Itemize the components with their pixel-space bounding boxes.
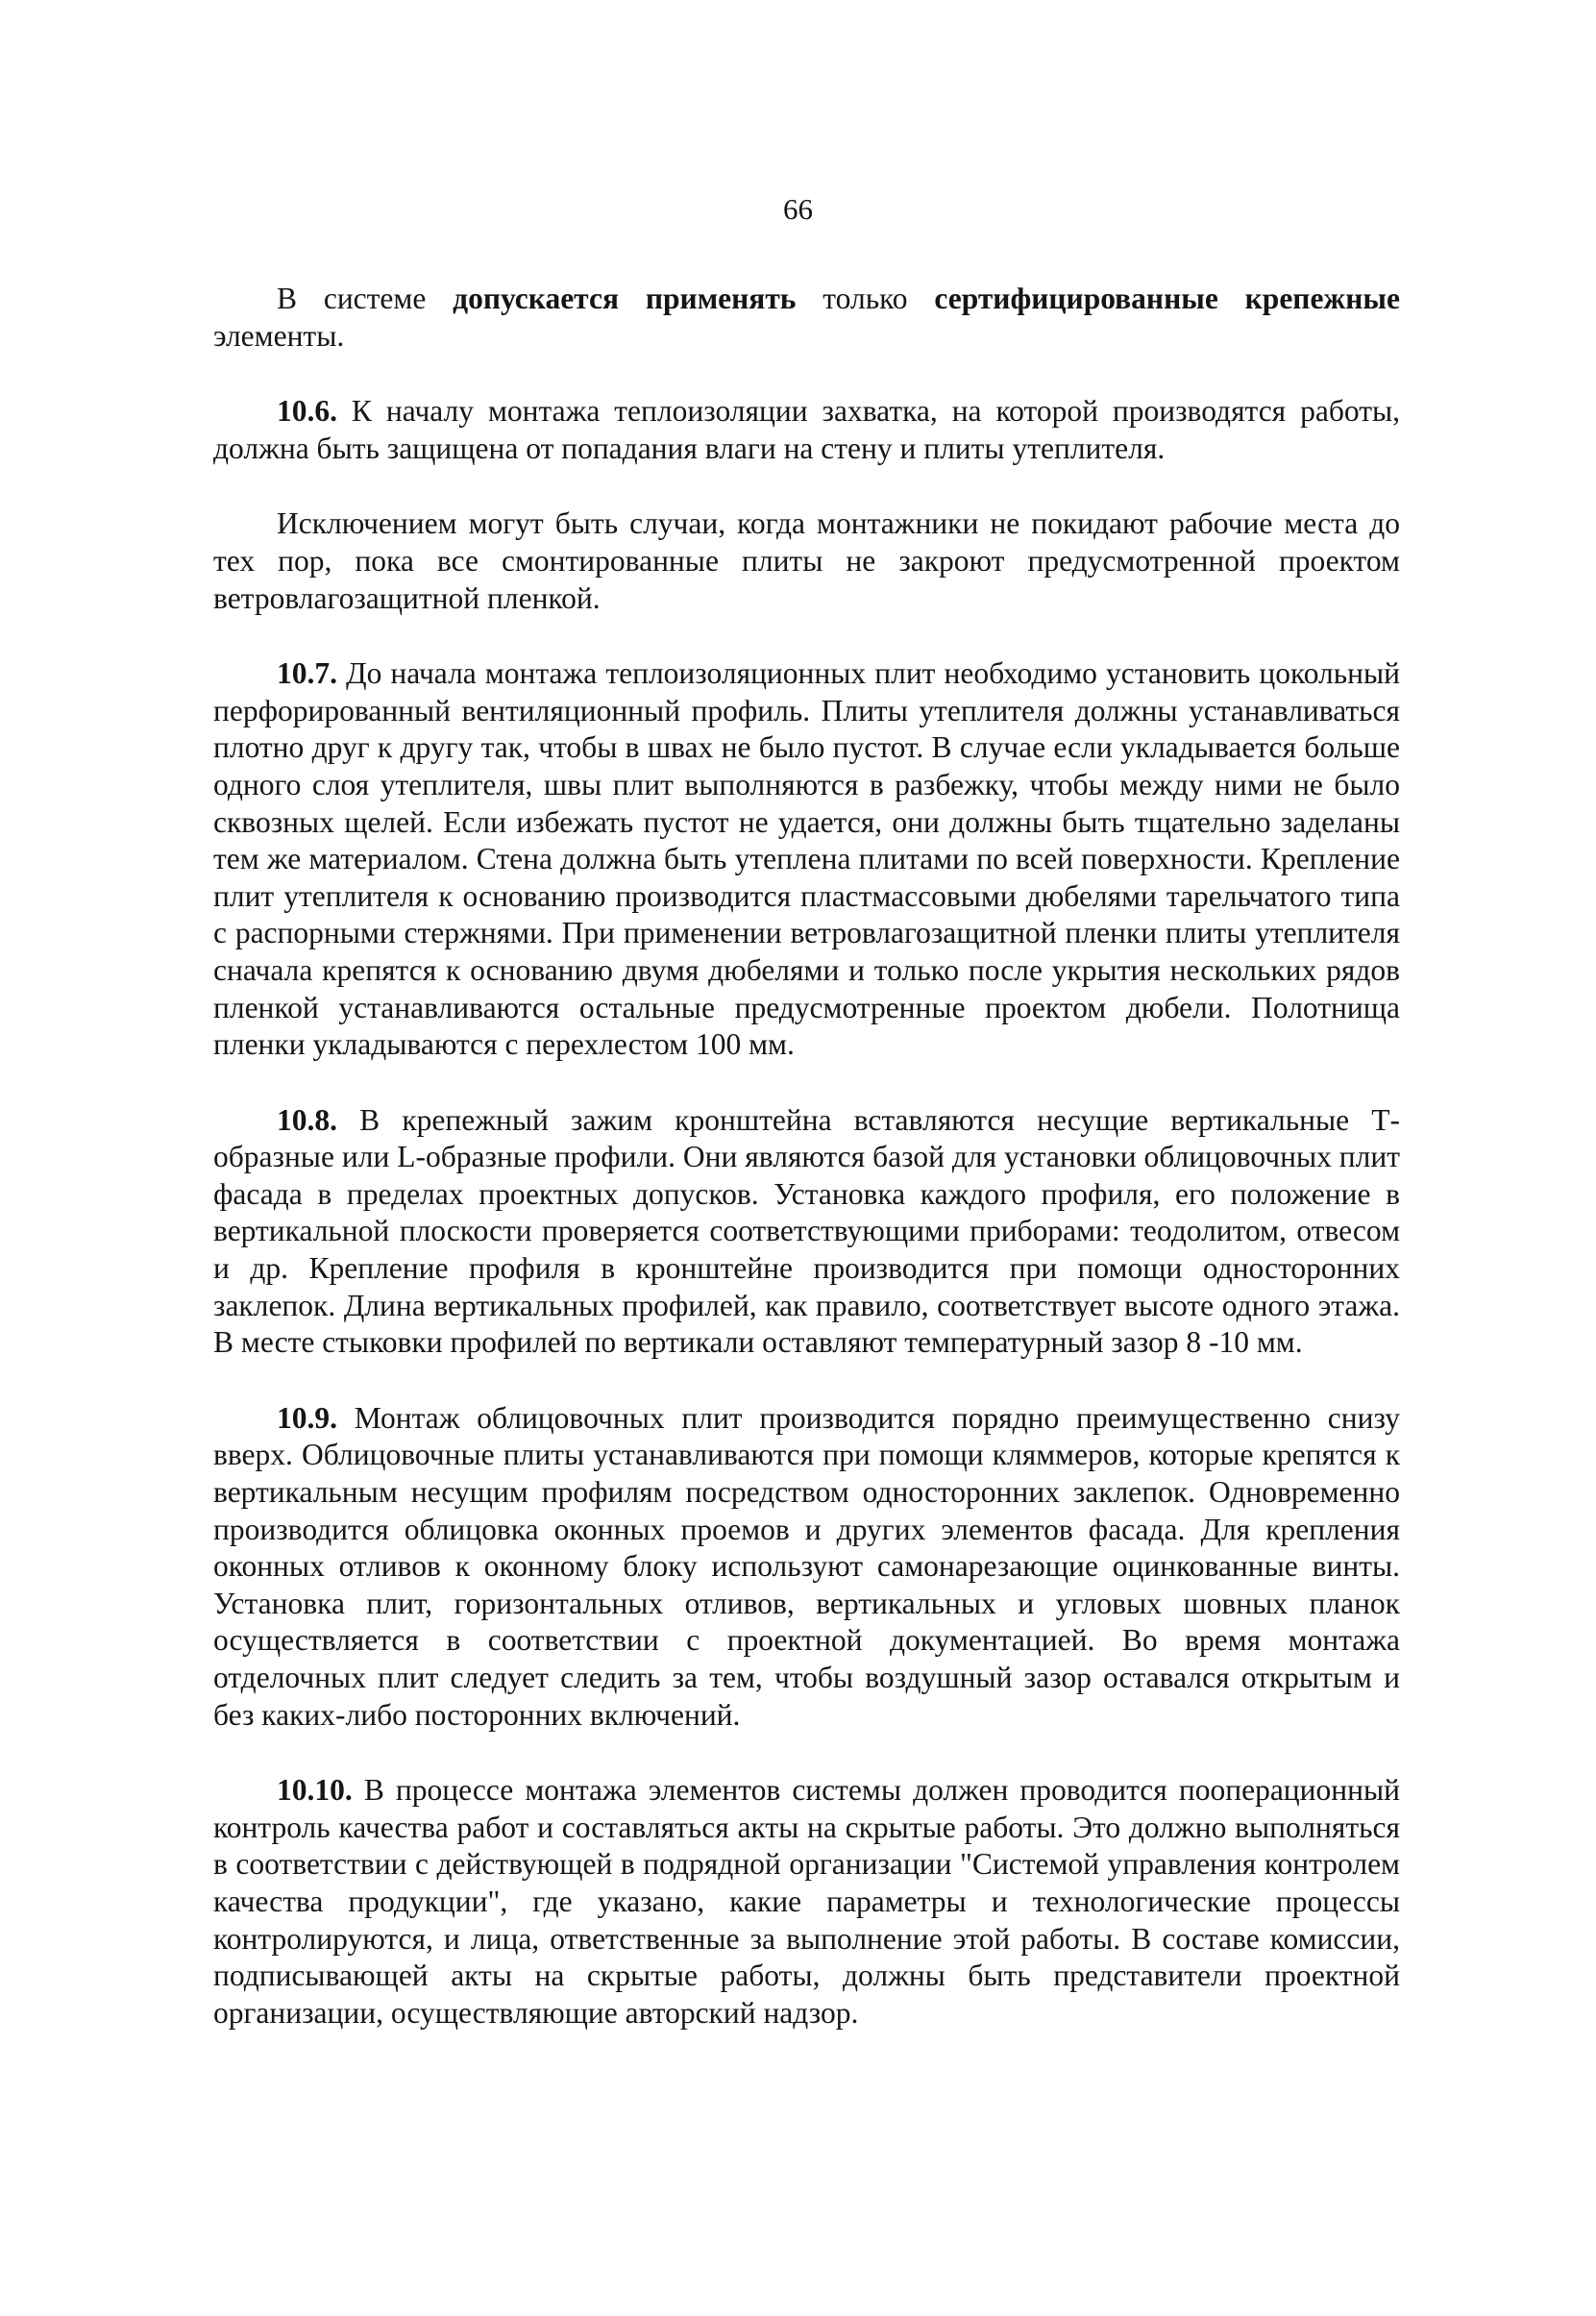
- page-number: 66: [783, 192, 813, 226]
- section-number: 10.7.: [277, 656, 337, 691]
- paragraph-10-10: [213, 1772, 1400, 2032]
- section-number: 10.6.: [277, 394, 337, 429]
- paragraph-text: элементы.: [213, 318, 345, 353]
- section-number: 10.10.: [277, 1773, 353, 1808]
- paragraph-exception: [213, 505, 1400, 617]
- paragraph-text: В крепежный зажим кронштейна вставляются несущие вертикальные Т-образные или L-образные профили. Они являются базой для установки облицовочных плит фасада в пределах проектных допусков. Установка каждого профиля, его положение в вертикальной плоскости проверяется соответствующими приборами: теодолитом, отвесом и др. Крепление профиля в кронштейне производится при помощи односторонних заклепок. Длина вертикальных профилей, как правило, соответствует высоте одного этажа. В месте стыковки профилей по вертикали оставляют температурный зазор 8 -10 мм.: [213, 1102, 1400, 1360]
- section-number: 10.9.: [277, 1400, 337, 1435]
- paragraph-emphasis: допускается применять: [453, 282, 797, 315]
- paragraph-10-6: [213, 393, 1400, 467]
- paragraph-emphasis: сертифицированные крепежные: [934, 282, 1400, 315]
- paragraph-fasteners: [213, 281, 1400, 355]
- paragraph-text: Монтаж облицовочных плит производится порядно преимущественно снизу вверх. Облицовочные плиты устанавливаются при помощи кляммеров, которые крепятся к вертикальным несущим профилям посредством односторонних заклепок. Одновременно производится облицовка оконных проемов и других элементов фасада. Для крепления оконных отливов к оконному блоку используют самонарезающие оцинкованные винты. Установка плит, горизонтальных отливов, вертикальных и угловых шовных планок осуществляется в соответствии с проектной документацией. Во время монтажа отделочных плит следует следить за тем, чтобы воздушный зазор оставался открытым и без каких-либо посторонних включений.: [213, 1400, 1400, 1732]
- paragraph-text: До начала монтажа теплоизоляционных плит необходимо установить цокольный перфорированный вентиляционный профиль. Плиты утеплителя должны устанавливаться плотно друг к другу так, чтобы в швах не было пустот. В случае если укладывается больше одного слоя утеплителя, швы плит выполняются в разбежку, чтобы между ними не было сквозных щелей. Если избежать пустот не удается, они должны быть тщательно заделаны тем же материалом. Стена должна быть утеплена плитами по всей поверхности. Крепление плит утеплителя к основанию производится пластмассовыми дюбелями тарельчатого типа с распорными стержнями. При применении ветровлагозащитной пленки плиты утеплителя сначала крепятся к основанию двумя дюбелями и только после укрытия нескольких рядов пленкой устанавливаются остальные предусмотренные проектом дюбели. Полотнища пленки укладываются с перехлестом 100 мм.: [213, 656, 1400, 1062]
- paragraph-text: В системе: [277, 282, 454, 315]
- section-number: 10.8.: [277, 1102, 337, 1137]
- paragraph-10-8: [213, 1102, 1400, 1362]
- paragraph-10-7: [213, 655, 1400, 1064]
- paragraph-10-9: [213, 1400, 1400, 1734]
- paragraph-text: В процессе монтажа элементов системы должен проводится пооперационный контроль качества работ и составляться акты на скрытые работы. Это должно выполняться в соответствии с действующей в подрядной организации "Системой управления контролем качества продукции", где указано, какие параметры и технологические процессы контролируются, и лица, ответственные за выполнение этой работы. В составе комиссии, подписывающей акты на скрытые работы, должны быть представители проектной организации, осуществляющие авторский надзор.: [213, 1773, 1400, 2030]
- paragraph-text: только: [796, 282, 935, 315]
- paragraph-text: К началу монтажа теплоизоляции захватка, на которой производятся работы, должна быть защищена от попадания влаги на стену и плиты утеплителя.: [213, 394, 1400, 465]
- document-body: [213, 281, 1400, 2032]
- paragraph-text: Исключением могут быть случаи, когда монтажники не покидают рабочие места до тех пор, пока все смонтированные плиты не закроют предусмотренной проектом ветровлагозащитной пленкой.: [213, 506, 1400, 615]
